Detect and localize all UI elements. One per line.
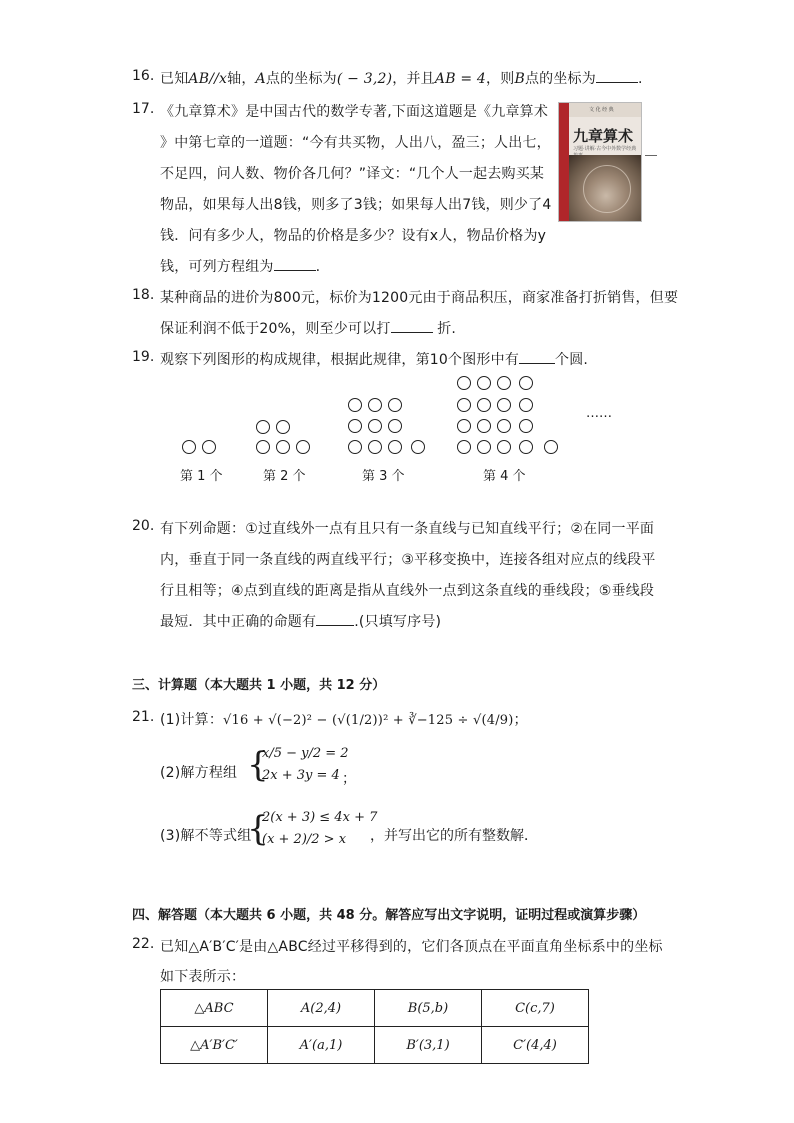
pattern-circle <box>296 440 310 454</box>
q17-line-4: 物品，如果每人出8钱，则多了3钱；如果每人出7钱，则少了4 <box>160 197 552 213</box>
pattern-circle <box>519 440 533 454</box>
pattern-circle <box>497 419 511 433</box>
pattern-circle <box>256 420 270 434</box>
q19-answer-blank[interactable] <box>519 351 555 364</box>
book-illustration-ring <box>583 165 631 213</box>
section-3-heading: 三、计算题（本大题共 1 小题，共 12 分） <box>132 678 386 693</box>
pattern-circle <box>477 398 491 412</box>
book-cover-image <box>558 102 642 222</box>
q18-line-1: 某种商品的进价为800元，标价为1200元由于商品积压，商家准备打折销售，但要 <box>160 290 679 306</box>
q21-part-2-label: (2)解方程组 <box>160 765 238 781</box>
pattern-circle <box>477 440 491 454</box>
table-cell: B′(3,1) <box>375 1027 482 1064</box>
q20-line-3: 行且相等；④点到直线的距离是指从直线外一点到这条直线的垂线段；⑤垂线段 <box>160 583 655 599</box>
section-4-heading: 四、解答题（本大题共 6 小题，共 48 分。解答应写出文字说明，证明过程或演算步骤） <box>132 908 646 923</box>
pattern-circle <box>411 440 425 454</box>
pattern-circle <box>182 440 196 454</box>
q17-line-2: 》中第七章的一道题：“今有共买物，人出八，盈三；人出七， <box>160 135 551 151</box>
table-row <box>161 990 589 1027</box>
pattern-circle <box>348 419 362 433</box>
q17-line-1: 《九章算术》是中国古代的数学专著,下面这道题是《九章算术 <box>160 104 549 120</box>
q20-line-2: 内，垂直于同一条直线的两直线平行；③平移变换中，连接各组对应点的线段平 <box>160 552 656 568</box>
q17-line-3: 不足四，问人数、物价各几何？”译文：“几个人一起去购买某 <box>160 166 545 182</box>
q21-part-3-ineq2: (x + 2)/2 > x <box>262 832 347 847</box>
q21-part-3-ineq1: 2(x + 3) ≤ 4x + 7 <box>262 810 378 825</box>
q21-part-2-eq2: 2x + 3y = 4 <box>262 768 340 783</box>
pattern-circle <box>497 398 511 412</box>
q17-number: 17. <box>132 101 155 117</box>
pattern-circle <box>256 440 270 454</box>
q16-answer-blank[interactable] <box>596 70 638 83</box>
pattern-circle <box>368 398 382 412</box>
book-spine <box>559 103 569 221</box>
pattern-circle <box>497 440 511 454</box>
pattern-circle <box>477 419 491 433</box>
pattern-circle <box>276 420 290 434</box>
q20-answer-blank[interactable] <box>316 613 354 626</box>
q22-line-1: 已知△A′B′C′是由△ABC经过平移得到的，它们各顶点在平面直角坐标系中的坐标 <box>160 939 663 955</box>
pattern-circle <box>457 398 471 412</box>
pattern-circle <box>477 376 491 390</box>
pattern-circle <box>544 440 558 454</box>
table-cell: △ABC <box>161 990 268 1027</box>
table-cell: B(5,b) <box>375 990 482 1027</box>
pattern-circle <box>519 419 533 433</box>
table-row <box>161 1027 589 1064</box>
q20-line-1: 有下列命题：①过直线外一点有且只有一条直线与已知直线平行；②在同一平面 <box>160 521 655 537</box>
q18-number: 18. <box>132 287 155 303</box>
pattern-circle <box>348 398 362 412</box>
q21-part-1: (1)计算：√16 + √(−2)² − (√(1/2))² + ∛−125 ÷ √(4/9)； <box>160 712 528 728</box>
pattern-circle <box>519 398 533 412</box>
q21-part-2-brace: { <box>247 745 269 785</box>
q22-line-2: 如下表所示： <box>160 969 246 985</box>
coordinate-table <box>160 989 589 1064</box>
figure-label-4: 第 4 个 <box>483 469 526 484</box>
pattern-circle <box>368 440 382 454</box>
figure-ellipsis: …… <box>586 406 612 421</box>
q21-part-3-label: (3)解不等式组 <box>160 828 252 844</box>
pattern-circle <box>457 419 471 433</box>
q18-line-2: 保证利润不低于20%，则至少可以打 折. <box>160 321 457 337</box>
book-top-text: 文 化 经 典 <box>589 107 614 113</box>
book-side-mark <box>645 155 657 156</box>
table-cell: C(c,7) <box>482 990 589 1027</box>
pattern-circle <box>388 419 402 433</box>
q19-number: 19. <box>132 349 155 365</box>
q17-line-5: 钱．问有多少人，物品的价格是多少？设有x人，物品价格为y <box>160 228 547 244</box>
table-cell: A′(a,1) <box>268 1027 375 1064</box>
figure-label-3: 第 3 个 <box>362 469 405 484</box>
table-cell: A(2,4) <box>268 990 375 1027</box>
pattern-circle <box>202 440 216 454</box>
pattern-circle <box>457 376 471 390</box>
book-title: 九章算术 <box>573 127 634 145</box>
q17-line-6: 钱，可列方程组为 . <box>160 259 321 275</box>
q16-text: 已知AB//x轴，A点的坐标为( − 3,2)，并且AB = 4，则B点的坐标为 . <box>160 71 643 87</box>
pattern-circle <box>276 440 290 454</box>
q21-part-2-eq1: x/5 − y/2 = 2 <box>262 746 349 761</box>
pattern-circle <box>388 440 402 454</box>
q21-part-3-tail: ，并写出它的所有整数解． <box>370 828 538 844</box>
pattern-circle <box>368 419 382 433</box>
table-cell: △A′B′C′ <box>161 1027 268 1064</box>
q18-answer-blank[interactable] <box>391 320 433 333</box>
figure-label-1: 第 1 个 <box>180 469 223 484</box>
q22-number: 22. <box>132 936 155 952</box>
q19-text: 观察下列图形的构成规律，根据此规律，第10个图形中有 个圆. <box>160 352 589 368</box>
figure-label-2: 第 2 个 <box>263 469 306 484</box>
q21-part-3-brace: { <box>247 809 269 849</box>
table-cell: C′(4,4) <box>482 1027 589 1064</box>
book-subtitle: 习题·讲解·古今中外数学经典 <box>573 146 637 152</box>
pattern-circle <box>457 440 471 454</box>
q21-part-2-tail: ； <box>342 771 356 787</box>
q21-number: 21. <box>132 709 155 725</box>
q16-number: 16. <box>132 68 155 84</box>
pattern-circle <box>348 440 362 454</box>
q20-line-4: 最短．其中正确的命题有 .(只填写序号) <box>160 614 442 630</box>
pattern-circle <box>497 376 511 390</box>
pattern-circle <box>519 376 533 390</box>
q17-answer-blank[interactable] <box>274 258 316 271</box>
q20-number: 20. <box>132 518 155 534</box>
pattern-circle <box>388 398 402 412</box>
